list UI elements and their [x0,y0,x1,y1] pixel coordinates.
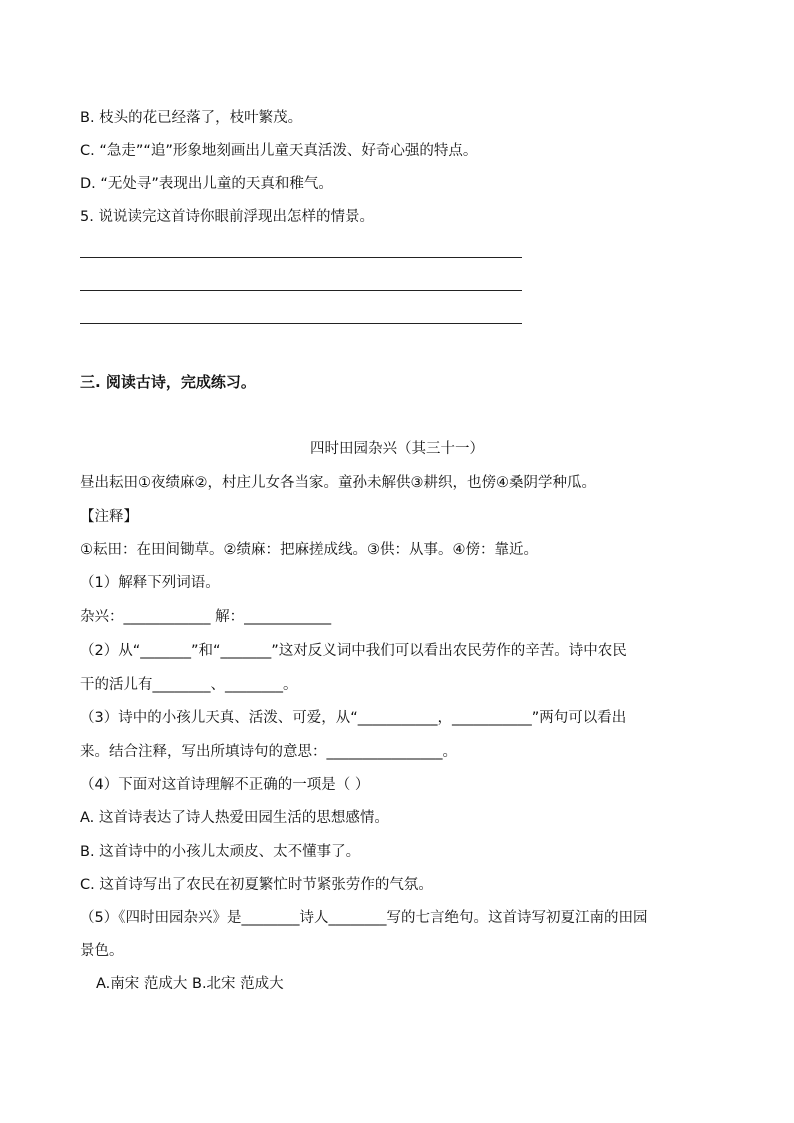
option-d: D. “无处寻”表现出儿童的天真和稚气。 [80,176,333,192]
answer-line [80,290,522,291]
notes-text: ①耘田：在田间锄草。②绩麻：把麻搓成线。③供：从事。④傍：靠近。 [80,542,538,558]
question-4-option-b: B. 这首诗中的小孩儿太顽皮、太不懂事了。 [80,844,361,860]
option-b: B. 枝头的花已经落了，枝叶繁茂。 [80,110,303,126]
question-2-line-2: 干的活儿有________、________。 [80,677,298,693]
question-4-option-a: A. 这首诗表达了诗人热爱田园生活的思想感情。 [80,810,389,826]
question-4: （4）下面对这首诗理解不正确的一项是（ ） [80,777,370,793]
answer-line [80,323,522,324]
answer-line [80,257,522,258]
question-2-line-1: （2）从“_______”和“_______”这对反义词中我们可以看出农民劳作的辛苦。诗中农民 [80,643,627,659]
question-4-option-c: C. 这首诗写出了农民在初夏繁忙时节紧张劳作的气氛。 [80,877,433,893]
question-5-line-2: 景色。 [80,943,124,959]
option-c: C. “急走”“追”形象地刻画出儿童天真活泼、好奇心强的特点。 [80,143,478,159]
section-heading: 三. 阅读古诗，完成练习。 [80,373,256,391]
question-5-line-1: （5）《四时田园杂兴》是________诗人________写的七言绝句。这首诗写初夏江南的田园 [80,910,648,926]
question-1: （1）解释下列词语。 [80,575,220,591]
question-1-blanks: 杂兴：____________ 解：____________ [80,609,332,625]
question-3-line-1: （3）诗中的小孩儿天真、活泼、可爱，从“___________，___________”两句可以看出 [80,710,627,726]
poem-title: 四时田园杂兴（其三十一） [310,441,484,457]
question-5-options: A.南宋 范成大 B.北宋 范成大 [96,976,284,992]
question-3-line-2: 来。结合注释，写出所填诗句的意思：________________。 [80,744,457,760]
notes-label: 【注释】 [80,509,138,525]
question-5: 5. 说说读完这首诗你眼前浮现出怎样的情景。 [80,209,374,225]
poem-text: 昼出耘田①夜绩麻②，村庄儿女各当家。童孙未解供③耕织，也傍④桑阴学种瓜。 [80,475,596,491]
